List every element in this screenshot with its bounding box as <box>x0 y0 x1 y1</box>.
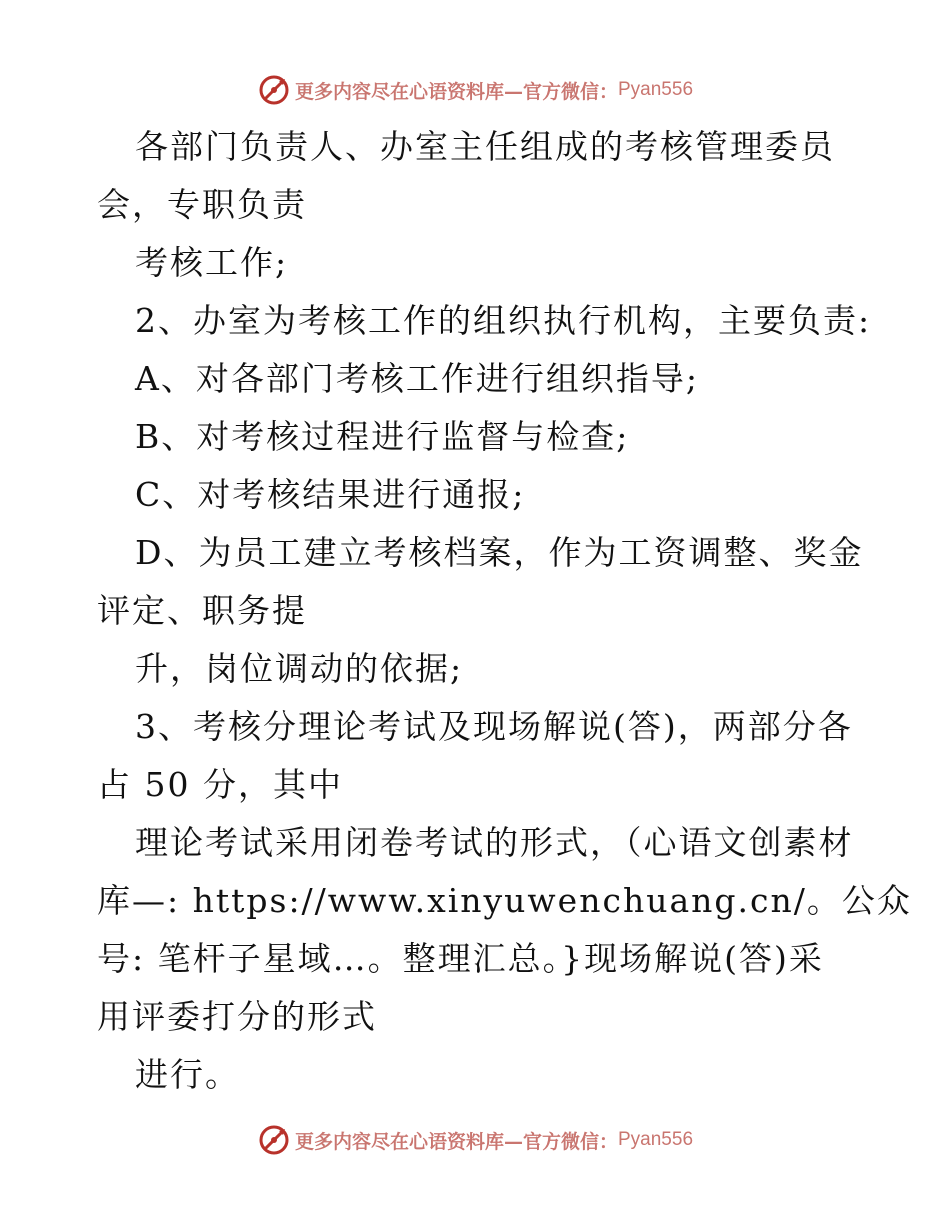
body-line: 考核工作; <box>135 243 289 282</box>
body-line: 会，专职负责 <box>97 185 307 224</box>
body-line: 各部门负责人、办室主任组成的考核管理委员 <box>135 127 835 166</box>
body-line: A、对各部门考核工作进行组织指导; <box>135 359 699 398</box>
header-banner-text: 更多内容尽在心语资料库—官方微信： <box>294 80 618 103</box>
body-line: B、对考核过程进行监督与检查; <box>135 417 630 456</box>
body-line: D、为员工建立考核档案，作为工资调整、奖金 <box>135 533 864 572</box>
quill-logo-icon <box>257 73 291 107</box>
body-line: 升，岗位调动的依据; <box>135 649 464 688</box>
body-line: 2、办室为考核工作的组织执行机构，主要负责: <box>135 301 872 340</box>
body-line: 用评委打分的形式 <box>97 997 377 1036</box>
body-line: 库—: https://www.xinyuwenchuang.cn/。公众 <box>97 881 912 920</box>
footer-banner-wechat-id: Pyan556 <box>618 1129 694 1150</box>
body-line: 3、考核分理论考试及现场解说(答)，两部分各 <box>135 707 853 746</box>
footer-banner-text: 更多内容尽在心语资料库—官方微信： <box>294 1130 618 1153</box>
footer-watermark-banner <box>0 1120 950 1160</box>
body-line: 号: 笔杆子星域…。整理汇总。}现场解说(答)采 <box>97 939 824 978</box>
body-line: 评定、职务提 <box>97 591 307 630</box>
body-line: C、对考核结果进行通报; <box>135 475 526 514</box>
header-banner-wechat-id: Pyan556 <box>618 79 694 100</box>
document-body <box>97 118 912 1104</box>
header-watermark-banner <box>0 70 950 110</box>
body-line: 进行。 <box>135 1055 240 1094</box>
body-line: 占 50 分，其中 <box>97 765 343 804</box>
quill-logo-icon <box>257 1123 291 1157</box>
body-line: 理论考试采用闭卷考试的形式，（心语文创素材 <box>135 823 854 862</box>
